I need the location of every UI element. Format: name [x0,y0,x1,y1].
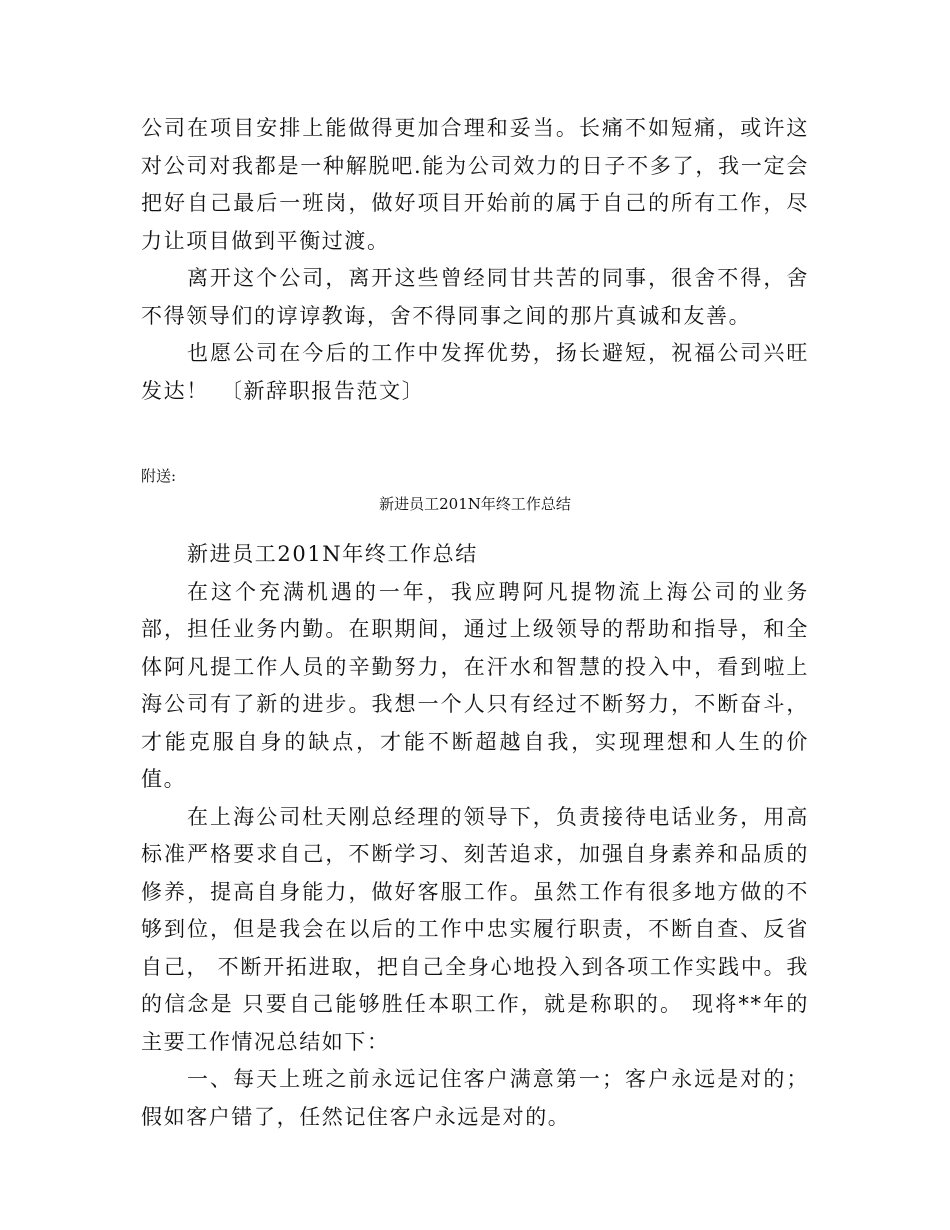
paragraph: 公司在项目安排上能做得更加合理和妥当。长痛不如短痛，或许这对公司对我都是一种解脱吧.能为公司效力的日子不多了，我一定会把好自己最后一班岗，做好项目开始前的属于自己的所有工作，尽力让项目做到平衡过渡。 [141,116,809,253]
resignation-letter-section [141,110,809,410]
appendix-title: 新进员工201N年终工作总结 [379,495,571,513]
paragraph: 离开这个公司，离开这些曾经同甘共苦的同事，很舍不得，舍不得领导们的谆谆教诲，舍不得同事之间的那片真诚和友善。 [141,266,809,328]
summary-heading: 新进员工201N年终工作总结 [187,542,478,566]
year-end-summary-section [141,536,809,1136]
paragraph: 在上海公司杜天刚总经理的领导下，负责接待电话业务，用高标准严格要求自己，不断学习、刻苦追求，加强自身素养和品质的修养，提高自身能力，做好客服工作。虽然工作有很多地方做的不够到位，但是我会在以后的工作中忠实履行职责，不断自查、反省自己， 不断开拓进取，把自己全身心地投入到各项工作实践中。我的信念是 只要自己能够胜任本职工作，就是称职的。 现将**年的主要工作情况总结如下： [141,804,809,1054]
paragraph: 在这个充满机遇的一年，我应聘阿凡提物流上海公司的业务部，担任业务内勤。在职期间，通过上级领导的帮助和指导，和全体阿凡提工作人员的辛勤努力，在汗水和智慧的投入中，看到啦上海公司有了新的进步。我想一个人只有经过不断努力，不断奋斗，才能克服自身的缺点，才能不断超越自我，实现理想和人生的价值。 [141,579,809,791]
paragraph: 一、每天上班之前永远记住客户满意第一；客户永远是对的；假如客户错了，任然记住客户永远是对的。 [141,1067,809,1129]
paragraph: 也愿公司在今后的工作中发挥优势，扬长避短，祝福公司兴旺发达！ 〔新辞职报告范文〕 [141,341,809,403]
appendix-label: 附送: [141,467,177,485]
